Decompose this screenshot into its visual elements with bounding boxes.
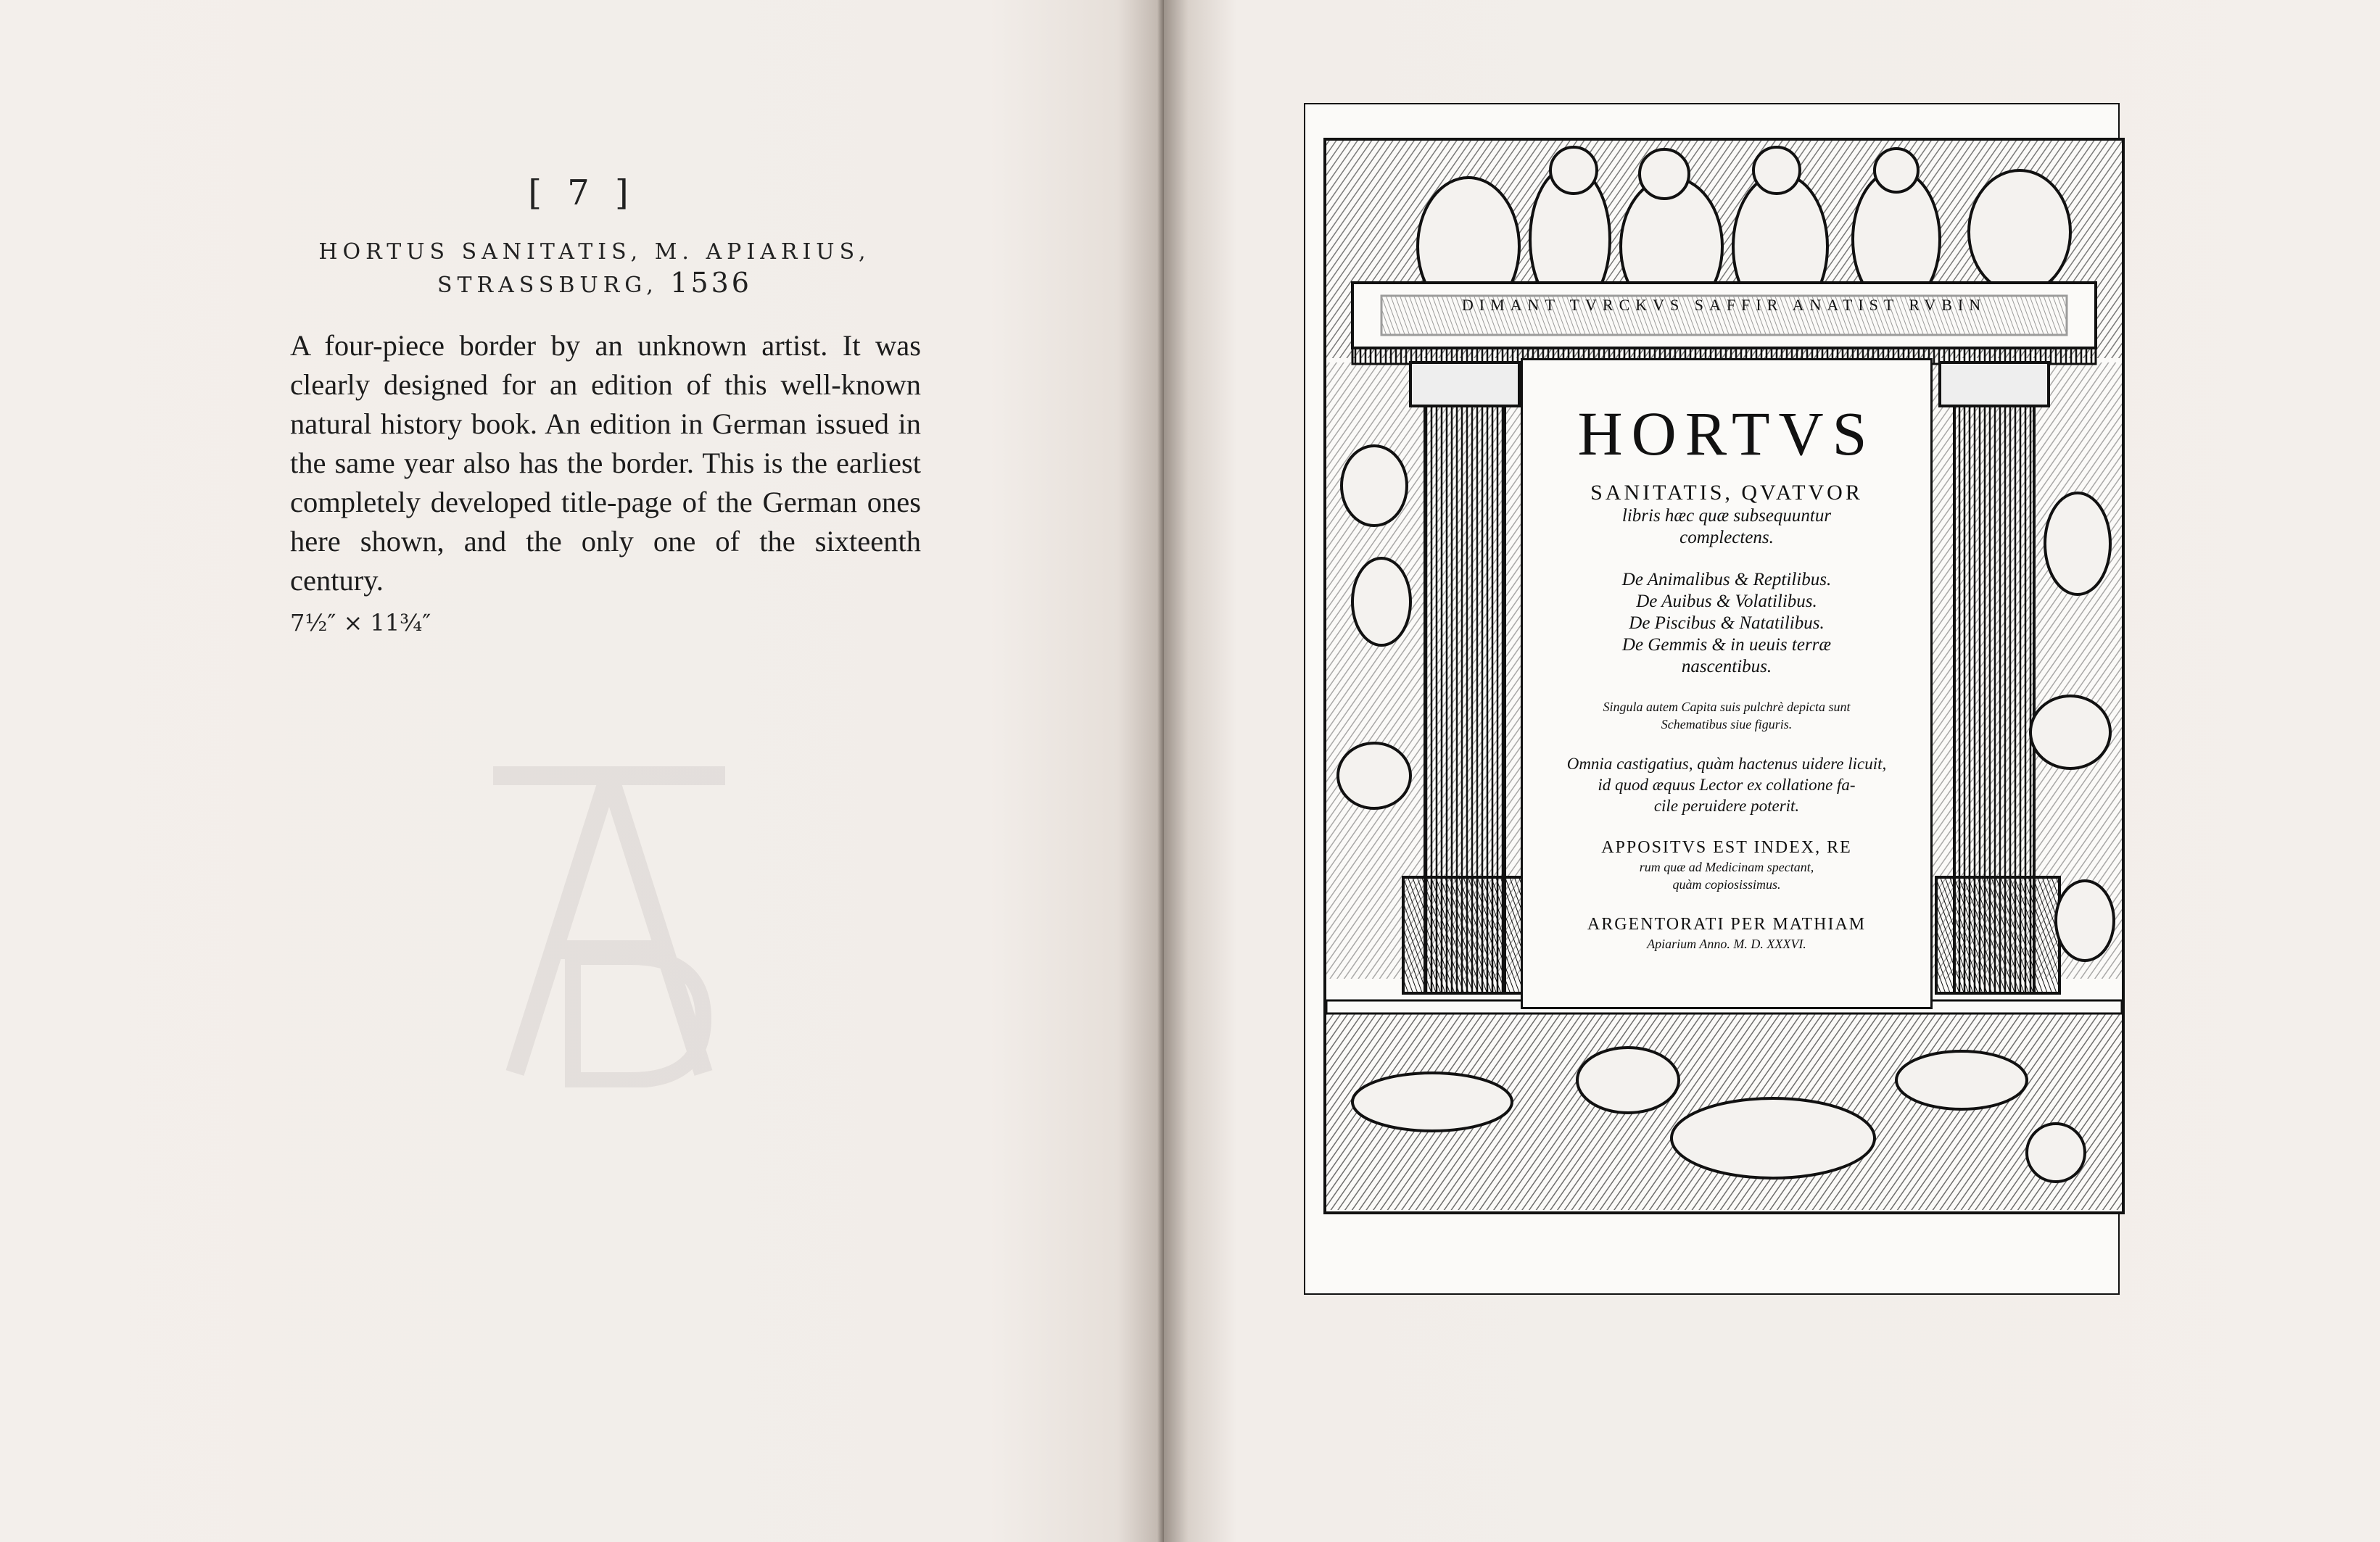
cartouche-text: DIMANT TVRCKVS SAFFIR ANATIST RVBIN xyxy=(1461,296,1987,314)
durer-monogram-watermark xyxy=(464,761,754,1087)
plate-title: HORTVS xyxy=(1577,399,1876,468)
page-number: [ 7 ] xyxy=(528,173,636,213)
singula-line: Schematibus siue figuris. xyxy=(1661,717,1793,731)
plate-subtitle: SANITATIS, QVATVOR xyxy=(1590,481,1863,505)
left-page xyxy=(0,0,1164,1542)
imprint-line: ARGENTORATI PER MATHIAM xyxy=(1587,915,1867,934)
heading-place: STRASSBURG, xyxy=(437,273,658,298)
singula-line: Singula autem Capita suis pulchrè depicta sunt xyxy=(1603,700,1851,714)
title-page-panel xyxy=(1521,358,1933,1009)
contents-line: De Piscibus & Natatilibus. xyxy=(1629,613,1825,633)
entry-heading-line2 xyxy=(0,267,1189,299)
spacer xyxy=(1523,733,1930,753)
plate-line: complectens. xyxy=(1679,528,1774,547)
heading-year: 1536 xyxy=(670,267,752,299)
imprint-line: Apiarium Anno. M. D. XXXVI. xyxy=(1647,937,1806,951)
entry-heading: HORTUS SANITATIS, M. APIARIUS, xyxy=(318,239,871,265)
dimensions: 7½″ × 11¾″ xyxy=(290,609,431,637)
omnia-line: Omnia castigatius, quàm hactenus uidere licuit, xyxy=(1566,755,1887,773)
spacer xyxy=(1523,893,1930,913)
spacer xyxy=(1523,549,1930,569)
omnia-line: cile peruidere poterit. xyxy=(1653,797,1800,815)
spacer xyxy=(1523,678,1930,698)
omnia-line: id quod æquus Lector ex collatione fa- xyxy=(1598,776,1856,794)
contents-line: De Auibus & Volatilibus. xyxy=(1636,592,1817,611)
plate-line: libris hæc quæ subsequuntur xyxy=(1621,506,1832,526)
contents-line: nascentibus. xyxy=(1681,657,1772,676)
description-paragraph: A four-piece border by an unknown artist. It was clearly designed for an edition of this well-known natural history book. An edition in German issued in the same year also has the border. This is the earliest completely developed title-page of the German ones here shown, and the only one of the sixteenth century. xyxy=(290,329,921,597)
index-line: APPOSITVS EST INDEX, RE xyxy=(1601,838,1852,857)
contents-line: De Animalibus & Reptilibus. xyxy=(1621,570,1832,589)
index-line: quàm copiosissimus. xyxy=(1672,877,1781,892)
index-line: rum quæ ad Medicinam spectant, xyxy=(1639,860,1814,874)
contents-line: De Gemmis & in ueuis terræ xyxy=(1621,635,1832,655)
spacer xyxy=(1523,816,1930,837)
